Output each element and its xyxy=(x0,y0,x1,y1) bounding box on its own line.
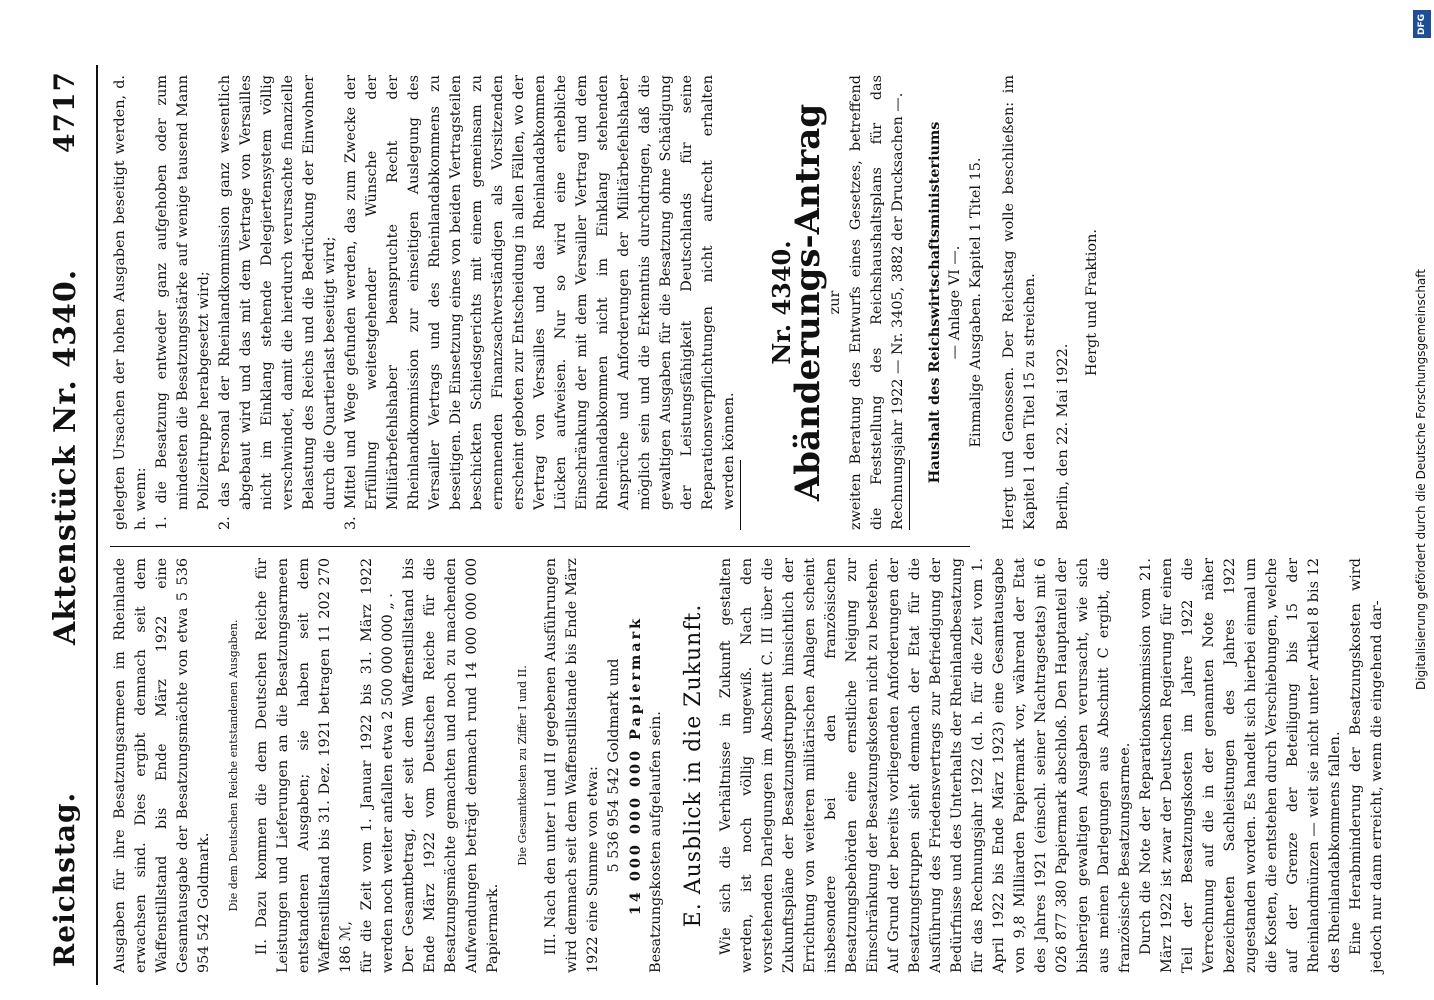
paragraph: zweiten Beratung des Entwurfs eines Gesetzes, betreffend die Feststellung des Reichshaushaltsplans für das Rechnungsjahr 1922 — Nr. 3405, 3882 der Drucksachen —. xyxy=(848,75,906,530)
paragraph: Hergt und Genossen. Der Reichstag wolle beschließen: im Kapitel 1 den Titel 15 zu streichen. xyxy=(1001,75,1038,530)
chapter-line: Einmalige Ausgaben. Kapitel 1 Titel 15. xyxy=(968,157,984,448)
list-item: 2. das Personal der Rheinlandkommission ganz wesentlich abgebaut wird und das mit dem Vertrage von Versailles nicht im Einklang stehende Delegiertensystem völlig verschwindet, damit die hierdurch verursachte finanzielle Belastung des Reichs und die Bedrückung der Einwohner durch die Quartierlast beseitigt wird; xyxy=(217,75,338,530)
right-column xyxy=(110,75,1103,530)
paragraph: für die Zeit vom 1. Januar 1922 bis 31. März 1922 werden noch weiter anfallen etwa 2 500 000 000 „ . xyxy=(359,558,396,973)
header-left: Reichstag. xyxy=(48,791,81,967)
column-divider xyxy=(110,546,970,547)
amount-line: 14 000 000 000 Papiermark xyxy=(627,615,644,916)
anlage-line: — Anlage VI —. xyxy=(947,245,963,360)
paragraph: Eine Herabminderung der Besatzungskosten wird jedoch nur dann erreicht, wenn die eingehend dar- xyxy=(1348,558,1385,973)
page-number: 4717 xyxy=(48,71,81,153)
dfg-notice: Digitalisierung gefördert durch die Deutsche Forschungsgemeinschaft xyxy=(1414,268,1428,690)
dfg-strip xyxy=(1412,0,1434,1000)
paragraph: II. Dazu kommen die dem Deutschen Reiche für Leistungen und Lieferungen an die Besatzungsarmeen entstandenen Ausgaben; sie haben seit dem Waffenstillstand bis 31. Dez. 1921 betragen 11 202 270 186 ℳ, xyxy=(254,557,354,973)
signature-line: Hergt und Fraktion. xyxy=(1084,229,1100,376)
document-title: Abänderungs-Antrag xyxy=(788,103,828,502)
paragraph: gelegten Ursachen der hohen Ausgaben beseitigt werden, d. h. wenn: xyxy=(112,75,149,530)
separator xyxy=(909,460,910,530)
left-column xyxy=(110,558,1388,973)
list-item: 3. Mittel und Wege gefunden werden, das zum Zwecke der Erfüllung weitestgehender Wünsche der Militärbefehlshaber beanspruchte Recht der Rheinlandkommission zur einseitigen Auslegung des Versailler Vertrags und des Rheinlandabkommens zu beseitigen. Die Einsetzung eines von beiden Vertragsteilen beschickten Schiedsgerichts mit einem gemeinsam zu ernennenden Finanzsachverständigen als Vorsitzenden erscheint geboten zur Entscheidung in allen Fällen, wo der Vertrag von Versailles und das Rheinlandabkommen Lücken aufweisen. Nur so wird eine erhebliche Einschränkung der mit dem Versailler Vertrag und dem Rheinlandabkommen nicht im Einklang stehenden Ansprüche und Anforderungen der Militärbefehlshaber möglich sein und die Erkenntnis durchdringen, daß die gewaltigen Ausgaben für die Besatzung ohne Schädigung der Leistungsfähigkeit Deutschlands für seine Reparationsverpflichtungen nicht aufrecht erhalten werden können. xyxy=(343,75,737,530)
paragraph: Der Gesamtbetrag, der seit dem Waffenstillstand bis Ende März 1922 vom Deutschen Reiche für die Besatzungsmächte gemachten und noch zu machenden Aufwendungen beträgt demnach rund 14 000 000 000 Papiermark. xyxy=(401,558,501,973)
header-rule xyxy=(96,65,98,985)
paragraph: III. Nach den unter I und II gegebenen Ausführungen wird demnach seit dem Waffenstillstande bis Ende März 1922 eine Summe von etwa: xyxy=(543,558,601,973)
list-item: 1. die Besatzung entweder ganz aufgehoben oder zum mindesten die Besatzungsstärke auf wenige tausend Mann Polizeitruppe herabgesetzt wird; xyxy=(154,75,212,530)
subtitle: zur xyxy=(827,290,843,315)
rotated-page xyxy=(30,65,1430,985)
ministry-heading: Haushalt des Reichswirtschaftsministeriums xyxy=(926,121,943,484)
document-number: Nr. 4340. xyxy=(767,240,796,365)
paragraph: Ausgaben für ihre Besatzungsarmeen im Rheinlande erwachsen sind. Dies ergibt demnach seit dem Waffenstillstand bis Ende März 1922 eine Gesamtausgabe der Besatzungsmächte von etwa 5 536 954 542 Goldmark. xyxy=(112,557,212,973)
section-heading: E. Ausblick in die Zukunft. xyxy=(681,603,706,928)
side-note: Die Gesamtkosten zu Ziffer I und II. xyxy=(516,665,529,866)
date-line: Berlin, den 22. Mai 1922. xyxy=(1055,343,1071,530)
separator xyxy=(740,460,741,530)
side-note: Die dem Deutschen Reiche entstandenen Ausgaben. xyxy=(227,619,240,912)
amount-line: 5 536 954 542 Goldmark und xyxy=(606,658,622,873)
dfg-logo-icon: DFG xyxy=(1413,10,1431,38)
paragraph: Besatzungskosten aufgelaufen sein. xyxy=(648,711,664,973)
paragraph: Durch die Note der Reparationskommission vom 21. März 1922 ist zwar der Deutschen Regierung für einen Teil der Besatzungskosten im Jahre 1922 die Verrechnung auf die in der genannten Note näher bezeichneten Sachleistungen des Jahres 1922 zugestanden worden. Es handelt sich hierbei einmal um die Kosten, die entstehen durch Verschiebungen, welche auf der Grenze der Beteiligung bis 15 der Rheinlandmünzen — weit sie nicht unter Artikel 8 bis 12 des Rheinlandabkommens fallen. xyxy=(1138,558,1343,973)
header-title: Aktenstück Nr. 4340. xyxy=(48,268,83,645)
page-header xyxy=(30,65,100,985)
paragraph: Wie sich die Verhältnisse in Zukunft gestalten werden, ist noch völlig ungewiß. Nach den vorstehenden Darlegungen im Abschnitt C. III über die Zukunftspläne der Besatzungstruppen hinsichtlich der Errichtung von weiteren militärischen Anlagen scheint insbesondere bei den französischen Besatzungsbehörden eine ernstliche Neigung zur Einschränkung der Besatzungskosten nicht zu bestehen. Auf Grund der bereits vorliegenden Anforderungen der Besatzungstruppen sieht demnach der Etat für die Ausführung des Friedensvertrags zur Befriedigung der Bedürfnisse und des Unterhalts der Rheinlandbesatzung für das Rechnungsjahr 1922 (d. h. für die Zeit vom 1. April 1922 bis Ende März 1923) eine Gesamtausgabe von 9,8 Milliarden Papiermark vor, während der Etat des Jahres 1921 (einschl. seiner Nachtragsetats) mit 6 026 877 380 Papiermark abschloß. Den Hauptanteil der bisherigen gewaltigen Ausgaben verursacht, wie sich aus meinen Darlegungen aus Abschnitt C ergibt, die französische Besatzungsarmee. xyxy=(718,558,1133,973)
